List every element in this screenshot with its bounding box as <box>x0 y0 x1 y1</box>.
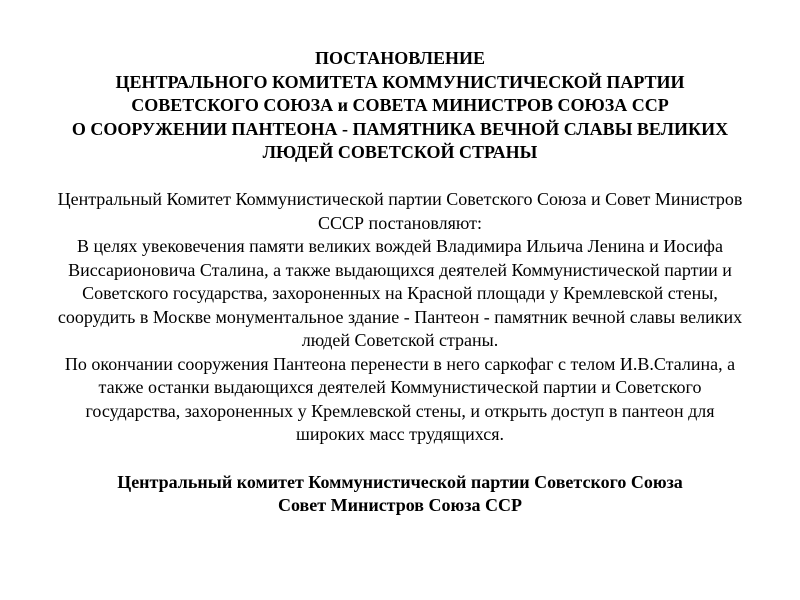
heading-title: ПОСТАНОВЛЕНИЕ <box>314 48 486 68</box>
document-heading <box>0 47 800 165</box>
body-line: По окончании сооружения Пантеона перенести в него саркофаг с телом И.В.Сталина, а <box>64 353 736 374</box>
heading-line: ЦЕНТРАЛЬНОГО КОМИТЕТА КОММУНИСТИЧЕСКОЙ ПАРТИИ <box>115 71 685 92</box>
body-line: Центральный Комитет Коммунистической партии Советского Союза и Совет Министров <box>57 189 743 209</box>
spacer <box>0 165 800 189</box>
body-line: СССР постановляют: <box>318 212 482 233</box>
body-line: широких масс трудящихся. <box>295 424 504 444</box>
body-line: В целях увековечения памяти великих вождей Владимира Ильича Ленина и Иосифа <box>77 236 723 256</box>
document-body <box>0 188 800 447</box>
body-line: Советского государства, захороненных на Красной площади у Кремлевской стены, <box>82 283 718 303</box>
document-signatures <box>0 471 800 518</box>
body-line: людей Советской страны. <box>301 330 499 350</box>
heading-line: СОВЕТСКОГО СОЮЗА и СОВЕТА МИНИСТРОВ СОЮЗА ССР <box>131 95 669 115</box>
signature-line: Совет Министров Союза ССР <box>277 495 523 515</box>
body-line: соорудить в Москве монументальное здание - Пантеон - памятник вечной славы великих <box>57 306 743 327</box>
heading-line: О СООРУЖЕНИИ ПАНТЕОНА - ПАМЯТНИКА ВЕЧНОЙ СЛАВЫ ВЕЛИКИХ <box>71 118 729 139</box>
spacer <box>0 447 800 471</box>
signature-line: Центральный комитет Коммунистической партии Советского Союза <box>117 471 683 492</box>
heading-line: ЛЮДЕЙ СОВЕТСКОЙ СТРАНЫ <box>262 142 538 162</box>
body-line: государства, захороненных у Кремлевской стены, и открыть доступ в пантеон для <box>85 400 715 421</box>
document-page <box>0 47 800 518</box>
body-line: также останки выдающихся деятелей Коммунистической партии и Советского <box>98 377 702 397</box>
body-line: Виссарионовича Сталина, а также выдающихся деятелей Коммунистической партии и <box>68 259 732 280</box>
